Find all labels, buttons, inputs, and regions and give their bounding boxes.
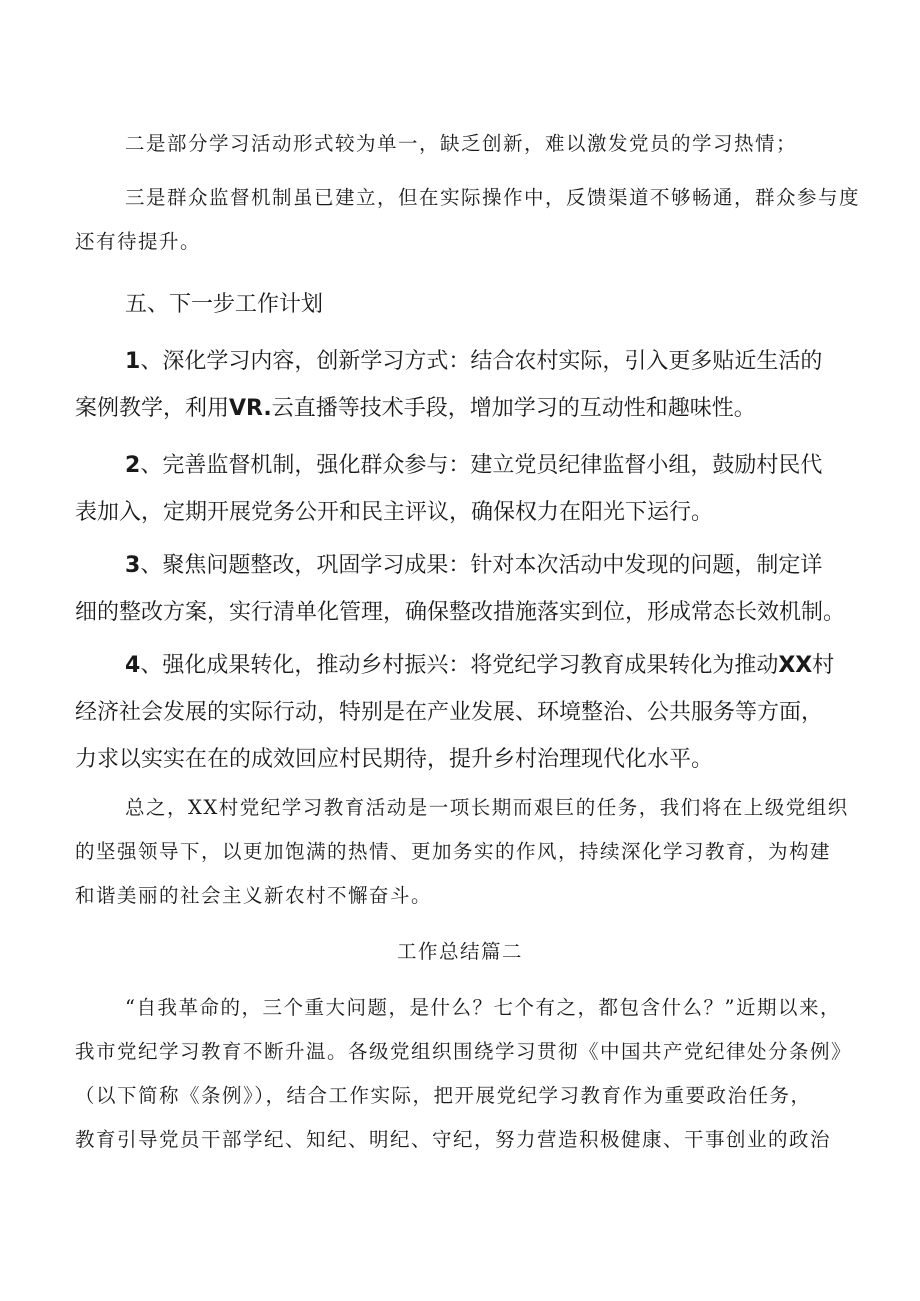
text-segment: 、深化学习内容，创新学习方式：结合农村实际，引入更多贴近生活的 bbox=[140, 349, 823, 374]
text-line: 还有待提升。 bbox=[75, 230, 202, 253]
text-line: 教育引导党员干部学纪、知纪、明纪、守纪，努力营造积极健康、干事创业的政治 bbox=[75, 1128, 832, 1151]
section-heading-5: 五、下一步工作计划 bbox=[125, 292, 324, 317]
text-line: 力求以实实在在的成效回应村民期待，提升乡村治理现代化水平。 bbox=[75, 747, 714, 772]
text-segment: 、完善监督机制，强化群众参与：建立党员纪律监督小组，鼓励村民代 bbox=[140, 453, 823, 478]
text-line: 细的整改方案，实行清单化管理，确保整改措施落实到位，形成常态长效机制。 bbox=[75, 600, 846, 625]
text-line bbox=[75, 542, 865, 589]
paragraph-last bbox=[75, 986, 865, 1162]
paragraph-3 bbox=[75, 176, 865, 264]
text-segment-bold: VR. bbox=[229, 396, 272, 421]
text-line: “自我革命的，三个重大问题，是什么？七个有之，都包含什么？”近期以来， bbox=[125, 996, 841, 1019]
text-line: （以下简称《条例》），结合工作实际，把开展党纪学习教育作为重要政治任务， bbox=[75, 1084, 812, 1107]
plan-item-3 bbox=[75, 542, 865, 636]
text-segment: 云直播等技术手段，增加学习的互动性和趣味性。 bbox=[271, 396, 756, 421]
text-line: 和谐美丽的社会主义新农村不懈奋斗。 bbox=[75, 884, 433, 907]
plan-item-1 bbox=[75, 338, 865, 432]
text-segment-bold: XX bbox=[778, 653, 813, 678]
summary-paragraph bbox=[75, 786, 865, 918]
text-segment: 、强化成果转化，推动乡村振兴：将党纪学习教育成果转化为推动 bbox=[140, 653, 779, 678]
item-number: 3 bbox=[125, 553, 141, 578]
paragraph-2 bbox=[125, 122, 915, 166]
text-line bbox=[75, 385, 865, 432]
text-line: 我市党纪学习教育不断升温。各级党组织围绕学习贯彻《中国共产党纪律处分条例》 bbox=[75, 1040, 853, 1063]
text-line bbox=[75, 642, 865, 689]
plan-item-4 bbox=[75, 642, 865, 783]
plan-item-2 bbox=[75, 442, 865, 536]
text-line bbox=[75, 338, 865, 385]
text-line: 表加入，定期开展党务公开和民主评议，确保权力在阳光下运行。 bbox=[75, 500, 714, 525]
text-segment: 案例教学，利用 bbox=[75, 396, 230, 421]
item-number: 2 bbox=[125, 453, 141, 478]
text-line: 二是部分学习活动形式较为单一，缺乏创新，难以激发党员的学习热情； bbox=[125, 132, 798, 155]
text-line: 总之，XX村党纪学习教育活动是一项长期而艰巨的任务，我们将在上级党组织 bbox=[125, 796, 849, 819]
text-line: 的坚强领导下，以更加饱满的热情、更加务实的作风，持续深化学习教育，为构建 bbox=[75, 840, 832, 863]
text-segment: 、聚焦问题整改，巩固学习成果：针对本次活动中发现的问题，制定详 bbox=[140, 553, 823, 578]
text-line: 经济社会发展的实际行动，特别是在产业发展、环境整治、公共服务等方面， bbox=[75, 700, 824, 725]
item-number: 1 bbox=[125, 349, 141, 374]
text-line bbox=[75, 442, 865, 489]
section-title: 工作总结篇二 bbox=[396, 940, 523, 963]
text-segment: 村 bbox=[812, 653, 835, 678]
item-number: 4 bbox=[125, 653, 141, 678]
text-line: 三是群众监督机制虽已建立，但在实际操作中，反馈渠道不够畅通，群众参与度 bbox=[125, 186, 861, 209]
